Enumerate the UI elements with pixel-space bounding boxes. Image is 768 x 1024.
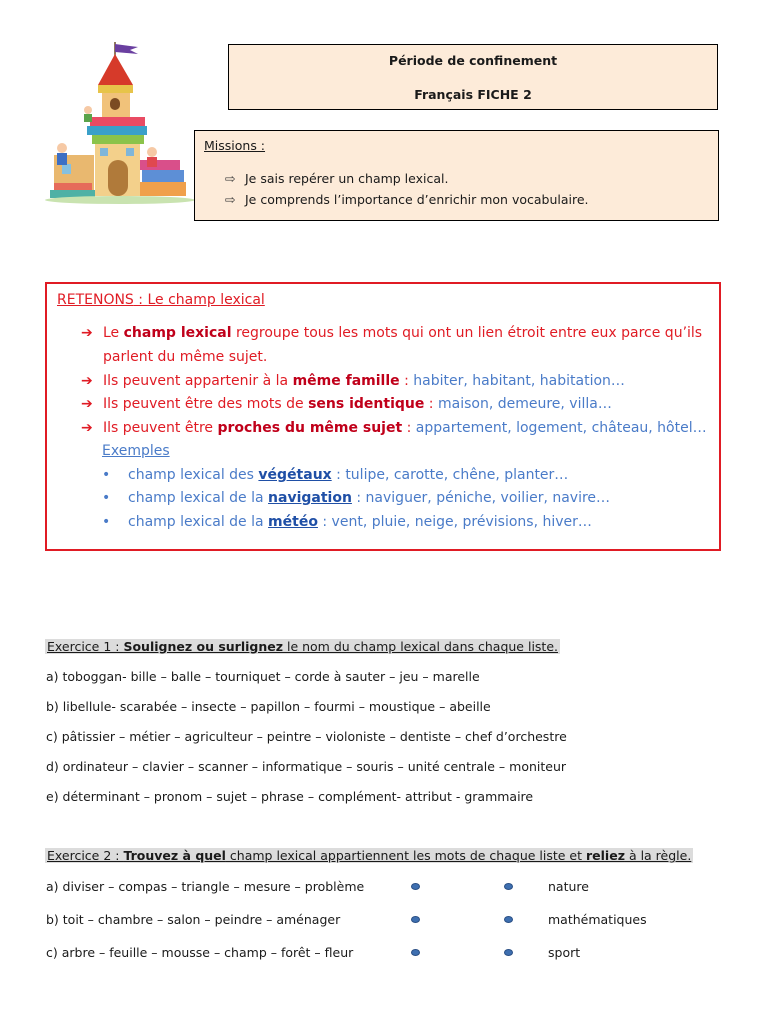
rule-line: ➔ Ils peuvent être proches du même sujet : appartement, logement, château, hôtel… [81,420,707,436]
examples-label: Exemples [102,443,170,459]
example-bullet: • champ lexical de la météo : vent, pluie, neige, prévisions, hiver… [102,514,592,530]
title-box [228,44,718,110]
missions-box [194,130,719,221]
arrow-right-icon: ➔ [81,373,93,389]
rule-line: ➔ Le champ lexical regroupe tous les mots qui ont un lien étroit entre eux parce qu’ils [81,325,703,341]
left-connector-dot[interactable] [411,949,420,956]
target-category: nature [548,879,589,894]
title-line-2: Français FICHE 2 [414,87,532,102]
exercise-1-item: b) libellule- scarabée – insecte – papillon – fourmi – moustique – abeille [46,699,491,714]
left-connector-dot[interactable] [411,916,420,923]
retenons-title: RETENONS : Le champ lexical [57,292,265,308]
rule-line: ➔ Ils peuvent être des mots de sens identique : maison, demeure, villa… [81,396,612,412]
missions-title: Missions : [204,138,266,153]
exercise-1-heading: Exercice 1 : Soulignez ou surlignez le nom du champ lexical dans chaque liste. [47,639,558,654]
bullet-dot-icon: • [102,467,111,483]
right-connector-dot[interactable] [504,916,513,923]
right-connector-dot[interactable] [504,949,513,956]
exercise-2-item: b) toit – chambre – salon – peindre – aménager [46,912,341,927]
arrow-right-icon: ➔ [81,420,93,436]
right-connector-dot[interactable] [504,883,513,890]
bullet-dot-icon: • [102,514,111,530]
example-bullet: • champ lexical des végétaux : tulipe, carotte, chêne, planter… [102,467,569,483]
example-bullet: • champ lexical de la navigation : naviguer, péniche, voilier, navire… [102,490,611,506]
exercise-1-item: a) toboggan- bille – balle – tourniquet – corde à sauter – jeu – marelle [46,669,480,684]
hollow-arrow-icon: ⇨ [225,171,236,186]
target-category: mathématiques [548,912,647,927]
exercise-2-item: a) diviser – compas – triangle – mesure – problème [46,879,365,894]
arrow-right-icon: ➔ [81,325,93,341]
rule-line: ➔ Ils peuvent appartenir à la même famille : habiter, habitant, habitation… [81,373,625,389]
exercise-2-heading: Exercice 2 : Trouvez à quel champ lexical appartiennent les mots de chaque liste et reliez à la règle. [47,848,692,863]
mission-item: ⇨ Je sais repérer un champ lexical. [225,171,449,186]
rule-line-continuation: parlent du même sujet. [103,349,268,365]
bullet-dot-icon: • [102,490,111,506]
arrow-right-icon: ➔ [81,396,93,412]
castle-illustration [40,40,200,205]
left-connector-dot[interactable] [411,883,420,890]
exercise-1-item: c) pâtissier – métier – agriculteur – peintre – violoniste – dentiste – chef d’orchestre [46,729,567,744]
retenons-box [45,282,721,551]
exercise-1-item: d) ordinateur – clavier – scanner – informatique – souris – unité centrale – moniteur [46,759,567,774]
exercise-1-item: e) déterminant – pronom – sujet – phrase – complément- attribut - grammaire [46,789,534,804]
exercise-2-item: c) arbre – feuille – mousse – champ – forêt – fleur [46,945,354,960]
target-category: sport [548,945,581,960]
mission-item: ⇨ Je comprends l’importance d’enrichir mon vocabulaire. [225,192,589,207]
hollow-arrow-icon: ⇨ [225,192,236,207]
title-line-1: Période de confinement [388,53,558,68]
